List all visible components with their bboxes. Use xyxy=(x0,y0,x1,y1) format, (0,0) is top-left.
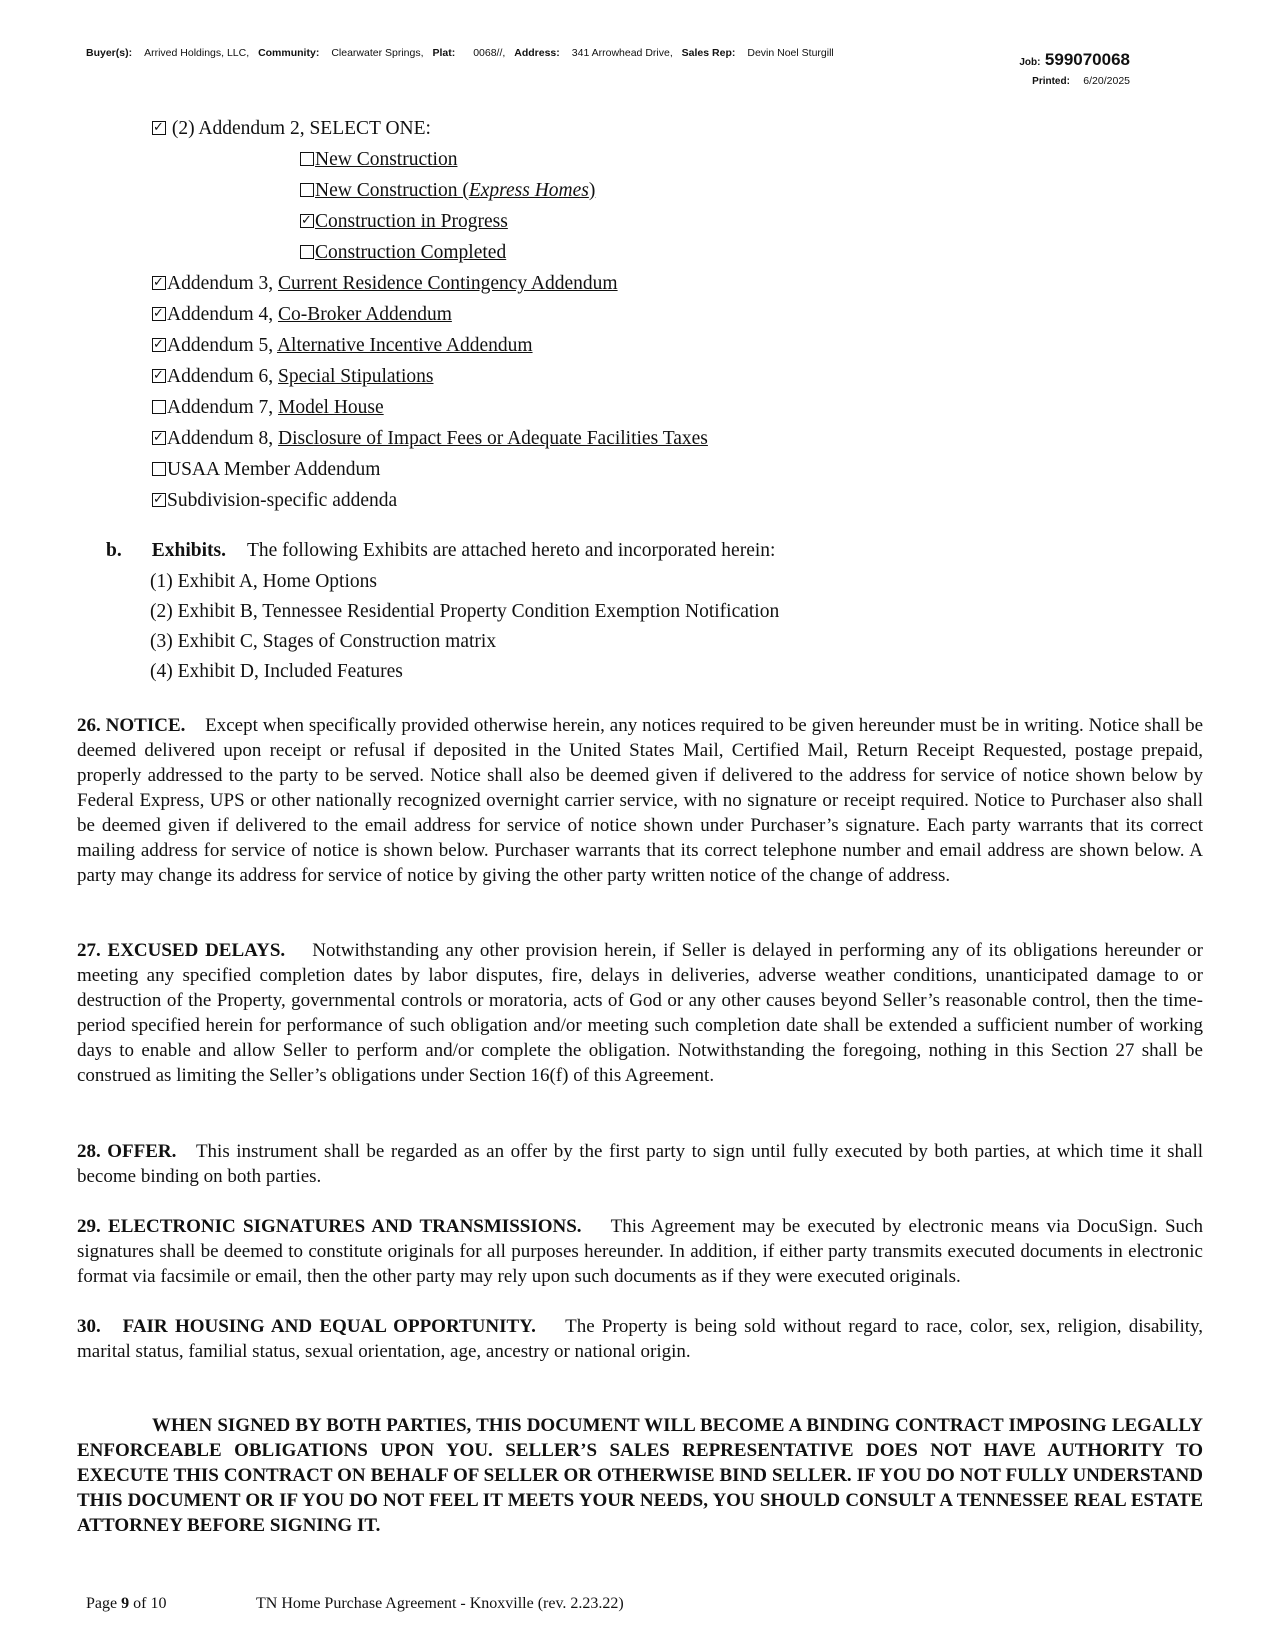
addendum-prefix: Addendum 7, xyxy=(167,397,279,418)
addendum-row xyxy=(152,397,384,419)
section-heading: 27. EXCUSED DELAYS. xyxy=(77,940,286,961)
binding-contract-warning: WHEN SIGNED BY BOTH PARTIES, THIS DOCUMENT WILL BECOME A BINDING CONTRACT IMPOSING LEGALLY ENFORCEABLE OBLIGATIONS UPON YOU. SELLER’S SALES REPRESENTATIVE DOES NOT HAVE AUTHORITY TO EXECUTE THIS CONTRACT ON BEHALF OF SELLER OR OTHERWISE BIND SELLER. IF YOU DO NOT FULLY UNDERSTAND THIS DOCUMENT OR IF YOU DO NOT FEEL IT MEETS YOUR NEEDS, YOU SHOULD CONSULT A TENNESSEE REAL ESTATE ATTORNEY BEFORE SIGNING IT. xyxy=(77,1415,1203,1536)
addendum-8-checkbox[interactable] xyxy=(152,431,166,445)
community-value: Clearwater Springs, xyxy=(331,47,424,59)
addendum-title: Alternative Incentive Addendum xyxy=(276,335,533,356)
buyer-value: Arrived Holdings, LLC, xyxy=(144,47,250,59)
option-new-construction-checkbox[interactable] xyxy=(300,152,314,166)
addendum-prefix: USAA Member Addendum xyxy=(167,459,381,480)
option-label: Construction in Progress xyxy=(315,211,508,232)
page-word: Page xyxy=(86,1595,118,1612)
addendum-2-label: (2) Addendum 2, SELECT ONE: xyxy=(171,118,431,139)
addendum-3-checkbox[interactable] xyxy=(152,276,166,290)
addendum-2-checkbox[interactable] xyxy=(152,121,166,135)
section-text: Notwithstanding any other provision herein, if Seller is delayed in performing any of its obligations hereunder or meeting any specified completion dates by labor disputes, fire, delays in deliveries, adverse weather conditions, unanticipated damage to or destruction of the Property, governmental controls or moratoria, acts of God or any other causes beyond Seller’s reasonable control, then the time-period specified herein for performance of such obligation and/or meeting such completion date shall be extended a sufficient number of working days to enable and allow Seller to perform and/or complete the obligation. Notwithstanding the foregoing, nothing in this Section 27 shall be construed as limiting the Seller’s obligations under Section 16(f) of this Agreement. xyxy=(77,940,1204,1086)
addendum-title: Current Residence Contingency Addendum xyxy=(278,273,618,294)
addendum-title: Model House xyxy=(278,397,384,418)
document-header xyxy=(86,47,834,59)
buyer-label: Buyer(s): xyxy=(86,47,133,59)
exhibits-intro: The following Exhibits are attached hereto and incorporated herein: xyxy=(246,540,776,561)
addendum-row xyxy=(152,459,380,481)
total-pages: 10 xyxy=(150,1595,167,1612)
exhibit-item: (3) Exhibit C, Stages of Construction matrix xyxy=(150,631,497,652)
usaa-addendum-checkbox[interactable] xyxy=(152,462,166,476)
addendum-6-checkbox[interactable] xyxy=(152,369,166,383)
addendum-title: Disclosure of Impact Fees or Adequate Facilities Taxes xyxy=(278,428,708,449)
section-27-excused-delays xyxy=(77,938,1203,1088)
addendum-title: Co-Broker Addendum xyxy=(278,304,452,325)
addendum-row xyxy=(152,366,433,388)
addendum-2-option xyxy=(300,242,506,264)
option-label: Construction Completed xyxy=(315,242,507,263)
printed-date: 6/20/2025 xyxy=(1083,75,1130,87)
option-label: New Construction (Express Homes) xyxy=(315,180,596,201)
addendum-prefix: Addendum 5, xyxy=(167,335,277,356)
job-label: Job: xyxy=(1019,57,1041,68)
sales-rep-value: Devin Noel Sturgill xyxy=(747,47,834,59)
current-page: 9 xyxy=(121,1595,130,1612)
section-heading: 26. NOTICE. xyxy=(77,715,186,736)
exhibit-item: (4) Exhibit D, Included Features xyxy=(150,661,403,682)
option-construction-in-progress-checkbox[interactable] xyxy=(300,214,314,228)
addendum-row xyxy=(152,428,708,450)
addendum-2-row xyxy=(152,118,431,140)
option-express-homes-checkbox[interactable] xyxy=(300,183,314,197)
addendum-prefix: Addendum 4, xyxy=(167,304,279,325)
section-30-fair-housing xyxy=(77,1314,1203,1364)
addendum-row xyxy=(152,273,618,295)
printed-label: Printed: xyxy=(1032,76,1070,87)
addendum-2-option xyxy=(300,149,457,171)
exhibit-item: (1) Exhibit A, Home Options xyxy=(150,571,377,592)
addendum-row xyxy=(152,304,452,326)
option-label: New Construction xyxy=(315,149,458,170)
plat-value: 0068//, xyxy=(473,47,506,59)
job-info xyxy=(1019,50,1130,89)
page-number xyxy=(86,1595,166,1613)
subdivision-addenda-checkbox[interactable] xyxy=(152,493,166,507)
option-construction-completed-checkbox[interactable] xyxy=(300,245,314,259)
job-number: 599070068 xyxy=(1044,50,1130,69)
addendum-2-option xyxy=(300,180,595,202)
section-29-electronic-signatures xyxy=(77,1214,1203,1289)
form-name: TN Home Purchase Agreement - Knoxville (rev. 2.23.22) xyxy=(256,1595,624,1612)
section-28-offer xyxy=(77,1139,1203,1189)
addendum-prefix: Addendum 6, xyxy=(167,366,279,387)
exhibit-item: (2) Exhibit B, Tennessee Residential Property Condition Exemption Notification xyxy=(150,601,780,622)
addendum-row xyxy=(152,490,397,512)
addendum-7-checkbox[interactable] xyxy=(152,400,166,414)
addendum-prefix: Subdivision-specific addenda xyxy=(167,490,398,511)
addendum-prefix: Addendum 8, xyxy=(167,428,279,449)
exhibits-marker: b. xyxy=(106,540,122,561)
addendum-2-option xyxy=(300,211,508,233)
exhibits-heading-row xyxy=(106,540,775,562)
sales-rep-label: Sales Rep: xyxy=(681,47,736,59)
addendum-row xyxy=(152,335,533,357)
section-26-notice xyxy=(77,713,1203,888)
section-heading: 28. OFFER. xyxy=(77,1141,177,1162)
section-heading: 30. FAIR HOUSING AND EQUAL OPPORTUNITY. xyxy=(77,1316,536,1337)
section-text: This instrument shall be regarded as an offer by the first party to sign until fully executed by both parties, at which time it shall become binding on both parties. xyxy=(77,1141,1203,1187)
community-label: Community: xyxy=(258,47,320,59)
address-value: 341 Arrowhead Drive, xyxy=(571,47,673,59)
section-text: Except when specifically provided otherwise herein, any notices required to be given hereunder must be in writing. Notice shall be deemed delivered upon receipt or refusal if deposited in the United States Mail, Certified Mail, Return Receipt Requested, postage prepaid, properly addressed to the party to be served. Notice shall also be deemed given if delivered to the address for service of notice shown below by Federal Express, UPS or other nationally recognized overnight carrier service, with no signature or receipt required. Notice to Purchaser also shall be deemed given if delivered to the email address for service of notice shown under Purchaser’s signature. Each party warrants that its correct mailing address for service of notice is shown below. Purchaser warrants that its correct telephone number and email address are shown below. A party may change its address for service of notice by giving the other party written notice of the change of address. xyxy=(77,715,1204,886)
address-label: Address: xyxy=(514,47,560,59)
addendum-title: Special Stipulations xyxy=(278,366,434,387)
section-text: This Agreement may be executed by electronic means via DocuSign. Such signatures shall be deemed to constitute originals for all purposes hereunder. In addition, if either party transmits executed documents in electronic format via facsimile or email, then the other party may rely upon such documents as if they were executed originals. xyxy=(77,1216,1203,1287)
plat-label: Plat: xyxy=(432,47,456,59)
of-word: of xyxy=(133,1595,147,1612)
section-text: The Property is being sold without regard to race, color, sex, religion, disability, marital status, familial status, sexual orientation, age, ancestry or national origin. xyxy=(77,1316,1204,1362)
exhibits-heading: Exhibits. xyxy=(151,540,226,561)
addendum-4-checkbox[interactable] xyxy=(152,307,166,321)
section-heading: 29. ELECTRONIC SIGNATURES AND TRANSMISSIONS. xyxy=(77,1216,582,1237)
addendum-5-checkbox[interactable] xyxy=(152,338,166,352)
addendum-prefix: Addendum 3, xyxy=(167,273,279,294)
